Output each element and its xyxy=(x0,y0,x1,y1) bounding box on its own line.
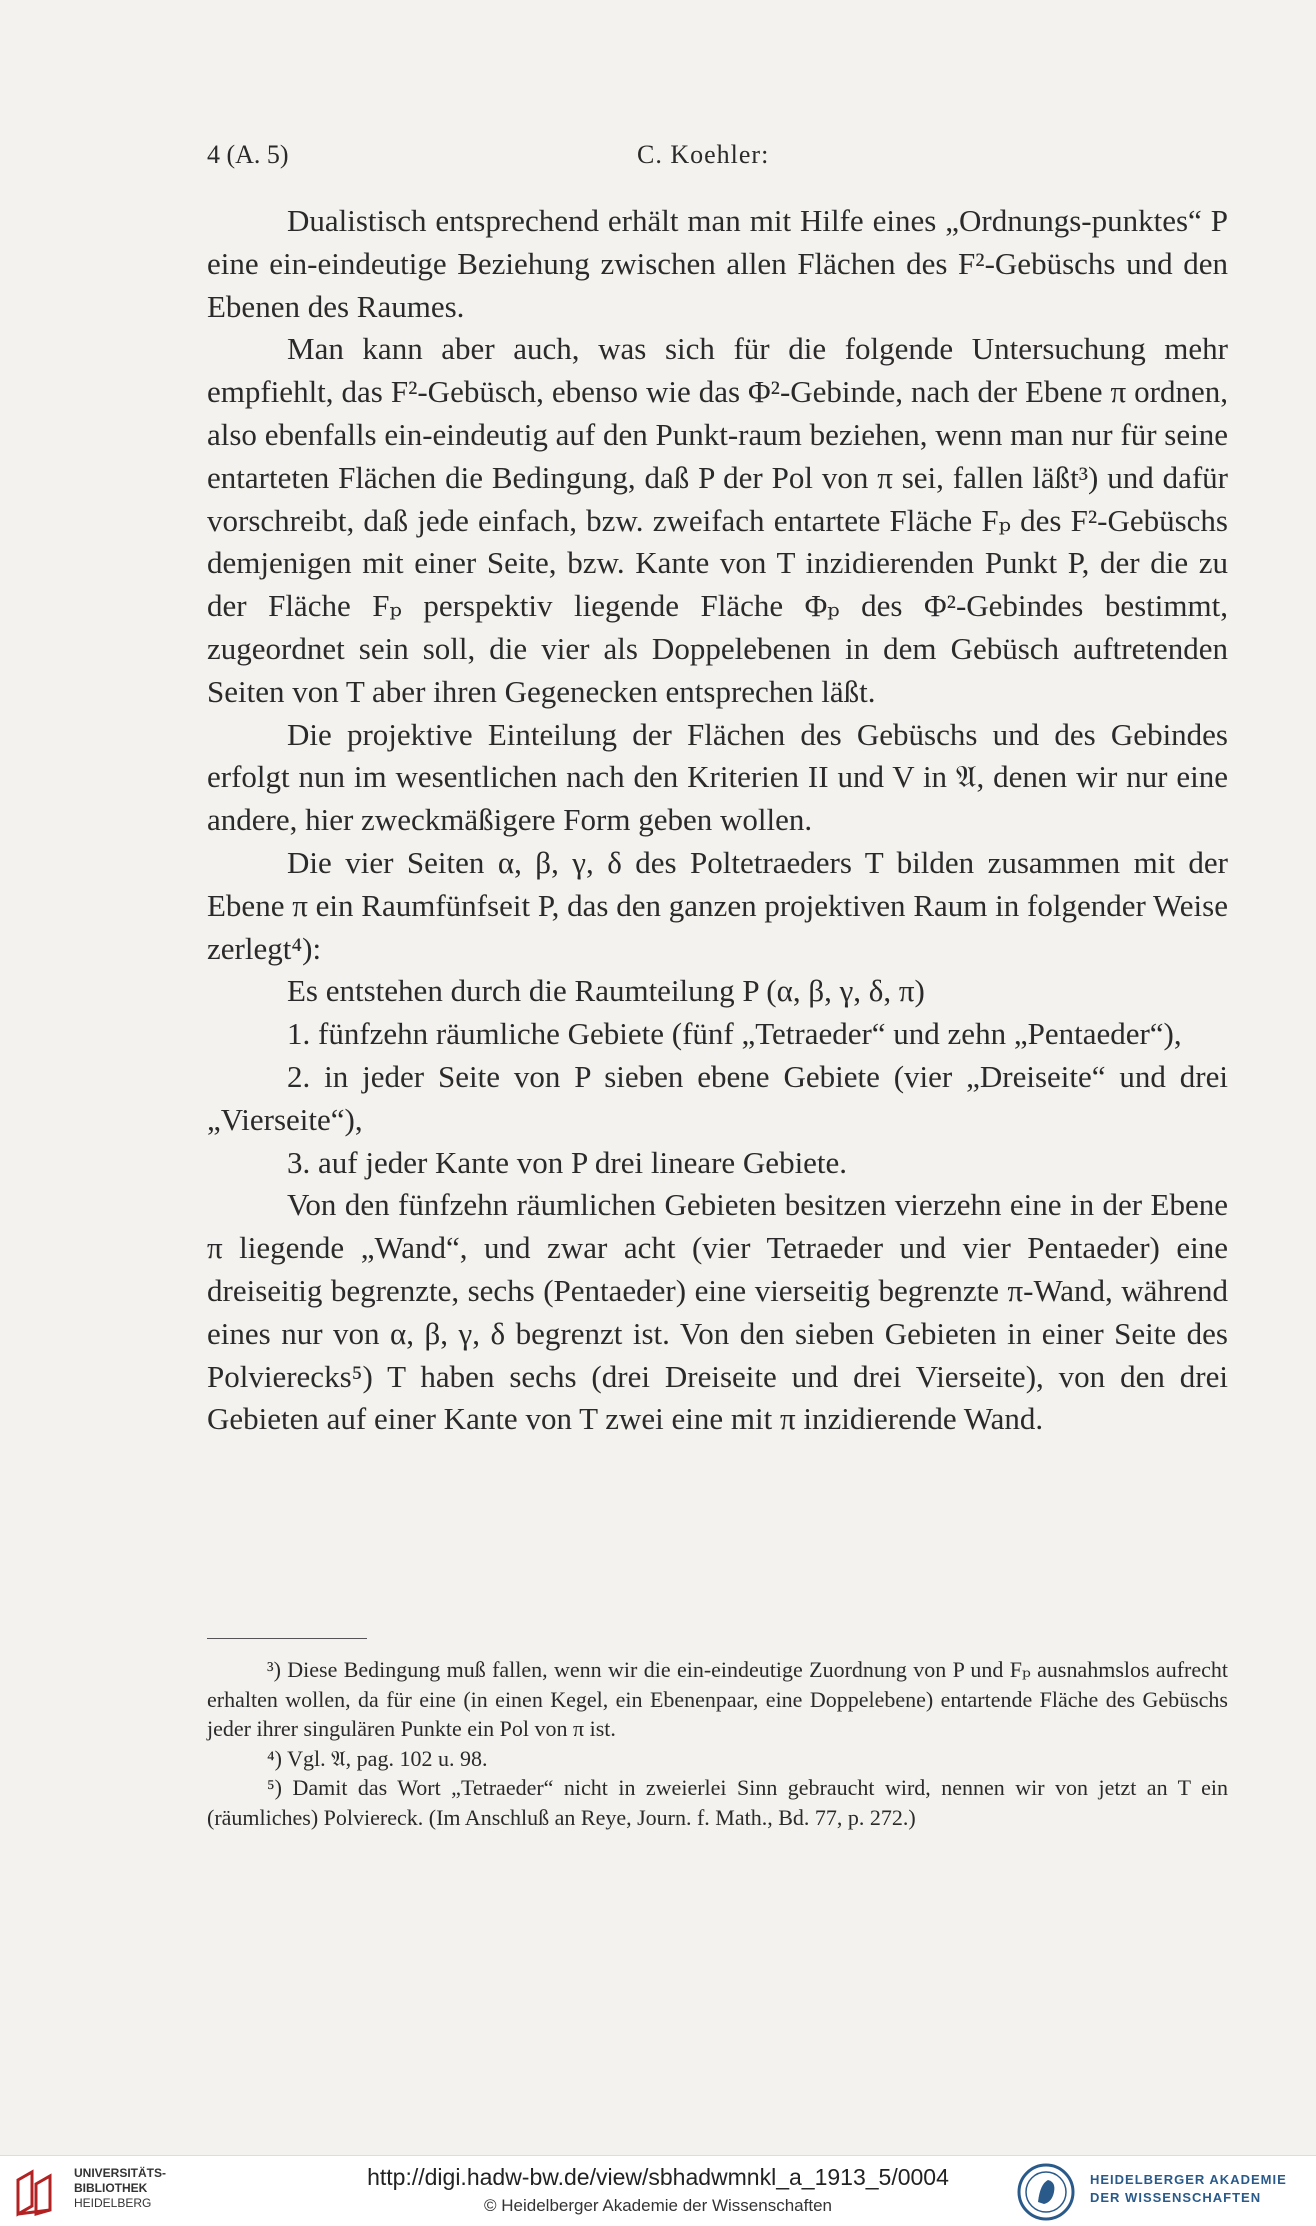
permalink-url[interactable]: http://digi.hadw-bw.de/view/sbhadwmnkl_a_1913_5/0004 xyxy=(367,2164,949,2190)
paragraph: Man kann aber auch, was sich für die folgende Untersuchung mehr empfiehlt, das F²-Gebüsch, ebenso wie das Φ²-Gebinde, nach der Ebene π ordnen, also ebenfalls ein-eindeutig auf den Punkt-raum beziehen, wenn man nur für seine entarteten Flächen die Bedingung, daß P der Pol von π sei, fallen läßt³) und dafür vorschreibt, daß jede einfach, bzw. zweifach entartete Fläche Fₚ des F²-Gebüschs demjenigen mit einer Seite, bzw. Kante von T inzidierenden Punkt P, der die zu der Fläche Fₚ perspektiv liegende Fläche Φₚ des Φ²-Gebindes bestimmt, zugeordnet sein soll, die vier als Doppelebenen in dem Gebüsch auftretenden Seiten von T aber ihren Gegenecken entsprechen läßt. xyxy=(207,331,1228,709)
list-item: 3. auf jeder Kante von P drei lineare Gebiete. xyxy=(287,1144,848,1180)
paragraph: Die projektive Einteilung der Flächen des Gebüschs und des Gebindes erfolgt nun im wesentlichen nach den Kriterien II und V in 𝔄, denen wir nur eine andere, hier zweckmäßigere Form geben wollen. xyxy=(207,716,1228,838)
running-header xyxy=(207,140,1227,174)
body-text xyxy=(207,200,1228,1441)
paragraph: Es entstehen durch die Raumteilung P (α, β, γ, δ, π) xyxy=(287,973,925,1009)
paragraph: Die vier Seiten α, β, γ, δ des Poltetraeders T bilden zusammen mit der Ebene π ein Raumfünfseit P, das den ganzen projektiven Raum in folgender Weise zerlegt⁴): xyxy=(207,844,1228,966)
footnote: ³) Diese Bedingung muß fallen, wenn wir die ein-eindeutige Zuordnung von P und Fₚ ausnahmslos aufrecht erhalten wollen, da für eine (in einen Kegel, ein Ebenenpaar, eine Doppelebene) entartende Fläche des Gebüschs jeder ihrer singulären Punkte ein Pol von π ist. xyxy=(207,1657,1228,1741)
library-name: UNIVERSITÄTS- BIBLIOTHEK HEIDELBERG xyxy=(74,2166,167,2210)
list-item: 2. in jeder Seite von P sieben ebene Gebiete (vier „Dreiseite“ und drei „Vierseite“), xyxy=(207,1058,1228,1137)
paragraph: Von den fünfzehn räumlichen Gebieten besitzen vierzehn eine in der Ebene π liegende „Wand“, und zwar acht (vier Tetraeder und vier Pentaeder) eine dreiseitig begrenzte, sechs (Pentaeder) eine vierseitig begrenzte π-Wand, während eines nur von α, β, γ, δ begrenzt ist. Von den sieben Gebieten in einer Seite des Polvierecks⁵) T haben sechs (drei Dreiseite und drei Vierseite), von den drei Gebieten auf einer Kante von T zwei eine mit π inzidierende Wand. xyxy=(207,1187,1228,1437)
list-item: 1. fünfzehn räumliche Gebiete (fünf „Tetraeder“ und zehn „Pentaeder“), xyxy=(287,1016,1182,1052)
digitization-footer xyxy=(0,2155,1316,2226)
paragraph: Dualistisch entsprechend erhält man mit Hilfe eines „Ordnungs-punktes“ P eine ein-eindeutige Beziehung zwischen allen Flächen des F²-Gebüschs und den Ebenen des Raumes. xyxy=(207,203,1228,324)
page-reference: 4 (A. 5) xyxy=(207,140,289,169)
footnote: ⁵) Damit das Wort „Tetraeder“ nicht in zweierlei Sinn gebraucht wird, nennen wir von jetzt an T ein (räumliches) Polviereck. (Im Anschluß an Reye, Journ. f. Math., Bd. 77, p. 272.) xyxy=(207,1775,1228,1830)
academy-seal-icon xyxy=(1016,2162,1076,2222)
footnotes xyxy=(207,1655,1228,1832)
footnote-divider xyxy=(207,1638,367,1639)
running-author: C. Koehler: xyxy=(637,140,770,169)
copyright-notice: © Heidelberger Akademie der Wissenschaften xyxy=(484,2196,832,2215)
academy-name: HEIDELBERGER AKADEMIE DER WISSENSCHAFTEN xyxy=(1090,2172,1287,2205)
footnote: ⁴) Vgl. 𝔄, pag. 102 u. 98. xyxy=(267,1745,488,1771)
